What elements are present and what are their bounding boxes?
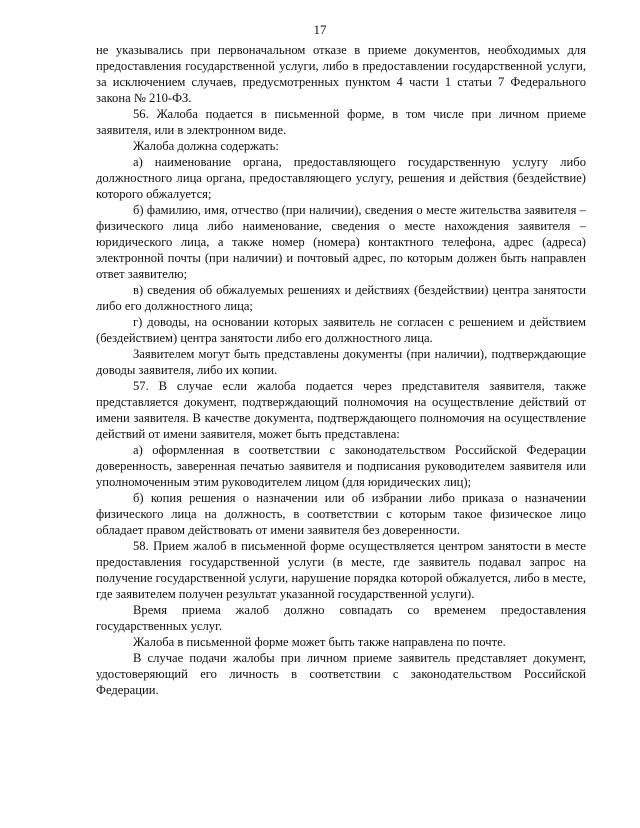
document-body [96,42,586,698]
paragraph-57-item-a: а) оформленная в соответствии с законодательством Российской Федерации доверенность, заверенная печатью заявителя и подписания руководителем заявителя или уполномоченным этим руководителем лицом (для юридических лиц); [96,443,586,489]
paragraph-item-a: а) наименование органа, предоставляющего государственную услугу либо должностного лица органа, предоставляющего услугу, решения и действия (бездействие) которого обжалуется; [96,155,586,201]
paragraph-item-v: в) сведения об обжалуемых решениях и действиях (бездействии) центра занятости либо его должностного лица; [96,283,586,313]
paragraph-56: 56. Жалоба подается в письменной форме, в том числе при личном приеме заявителя, или в электронном виде. [96,107,586,137]
paragraph-item-g: г) доводы, на основании которых заявитель не согласен с решением и действием (бездействием) центра занятости либо его должностного лица. [96,315,586,345]
paragraph-57-item-b: б) копия решения о назначении или об избрании либо приказа о назначении физического лица на должность, в соответствии с которым такое физическое лицо обладает правом действовать от имени заявителя без доверенности. [96,491,586,537]
paragraph-58: 58. Прием жалоб в письменной форме осуществляется центром занятости в месте предоставления государственной услуги (в месте, где заявитель подавал запрос на получение государственной услуги, нарушение порядка которой обжалуется, либо в месте, где заявителем получен результат указанной государственной услуги). [96,539,586,601]
paragraph-57: 57. В случае если жалоба подается через представителя заявителя, также представляется документ, подтверждающий полномочия на осуществление действий от имени заявителя. В качестве документа, подтверждающего полномочия на осуществление действий от имени заявителя, может быть представлена: [96,379,586,441]
paragraph-mail: Жалоба в письменной форме может быть также направлена по почте. [133,635,506,649]
paragraph-supporting-documents: Заявителем могут быть представлены документы (при наличии), подтверждающие доводы заявителя, либо их копии. [96,347,586,377]
paragraph-item-b: б) фамилию, имя, отчество (при наличии), сведения о месте жительства заявителя – физического лица либо наименование, сведения о месте нахождения заявителя – юридического лица, а также номер (номера) контактного телефона, адрес (адреса) электронной почты (при наличии) и почтовый адрес, по которым должен быть направлен ответ заявителю; [96,203,586,281]
page-number: 17 [313,22,327,37]
paragraph-identity-document: В случае подачи жалобы при личном приеме заявитель представляет документ, удостоверяющий его личность в соответствии с законодательством Российской Федерации. [96,651,586,697]
paragraph-reception-time: Время приема жалоб должно совпадать со временем предоставления государственных услуг. [96,603,586,633]
paragraph-continuation: не указывались при первоначальном отказе в приеме документов, необходимых для предоставления государственной услуги, либо в предоставлении государственной услуги, за исключением случаев, предусмотренных пунктом 4 части 1 статьи 7 Федерального закона № 210-ФЗ. [96,43,586,105]
paragraph-complaint-contents-intro: Жалоба должна содержать: [133,139,279,153]
